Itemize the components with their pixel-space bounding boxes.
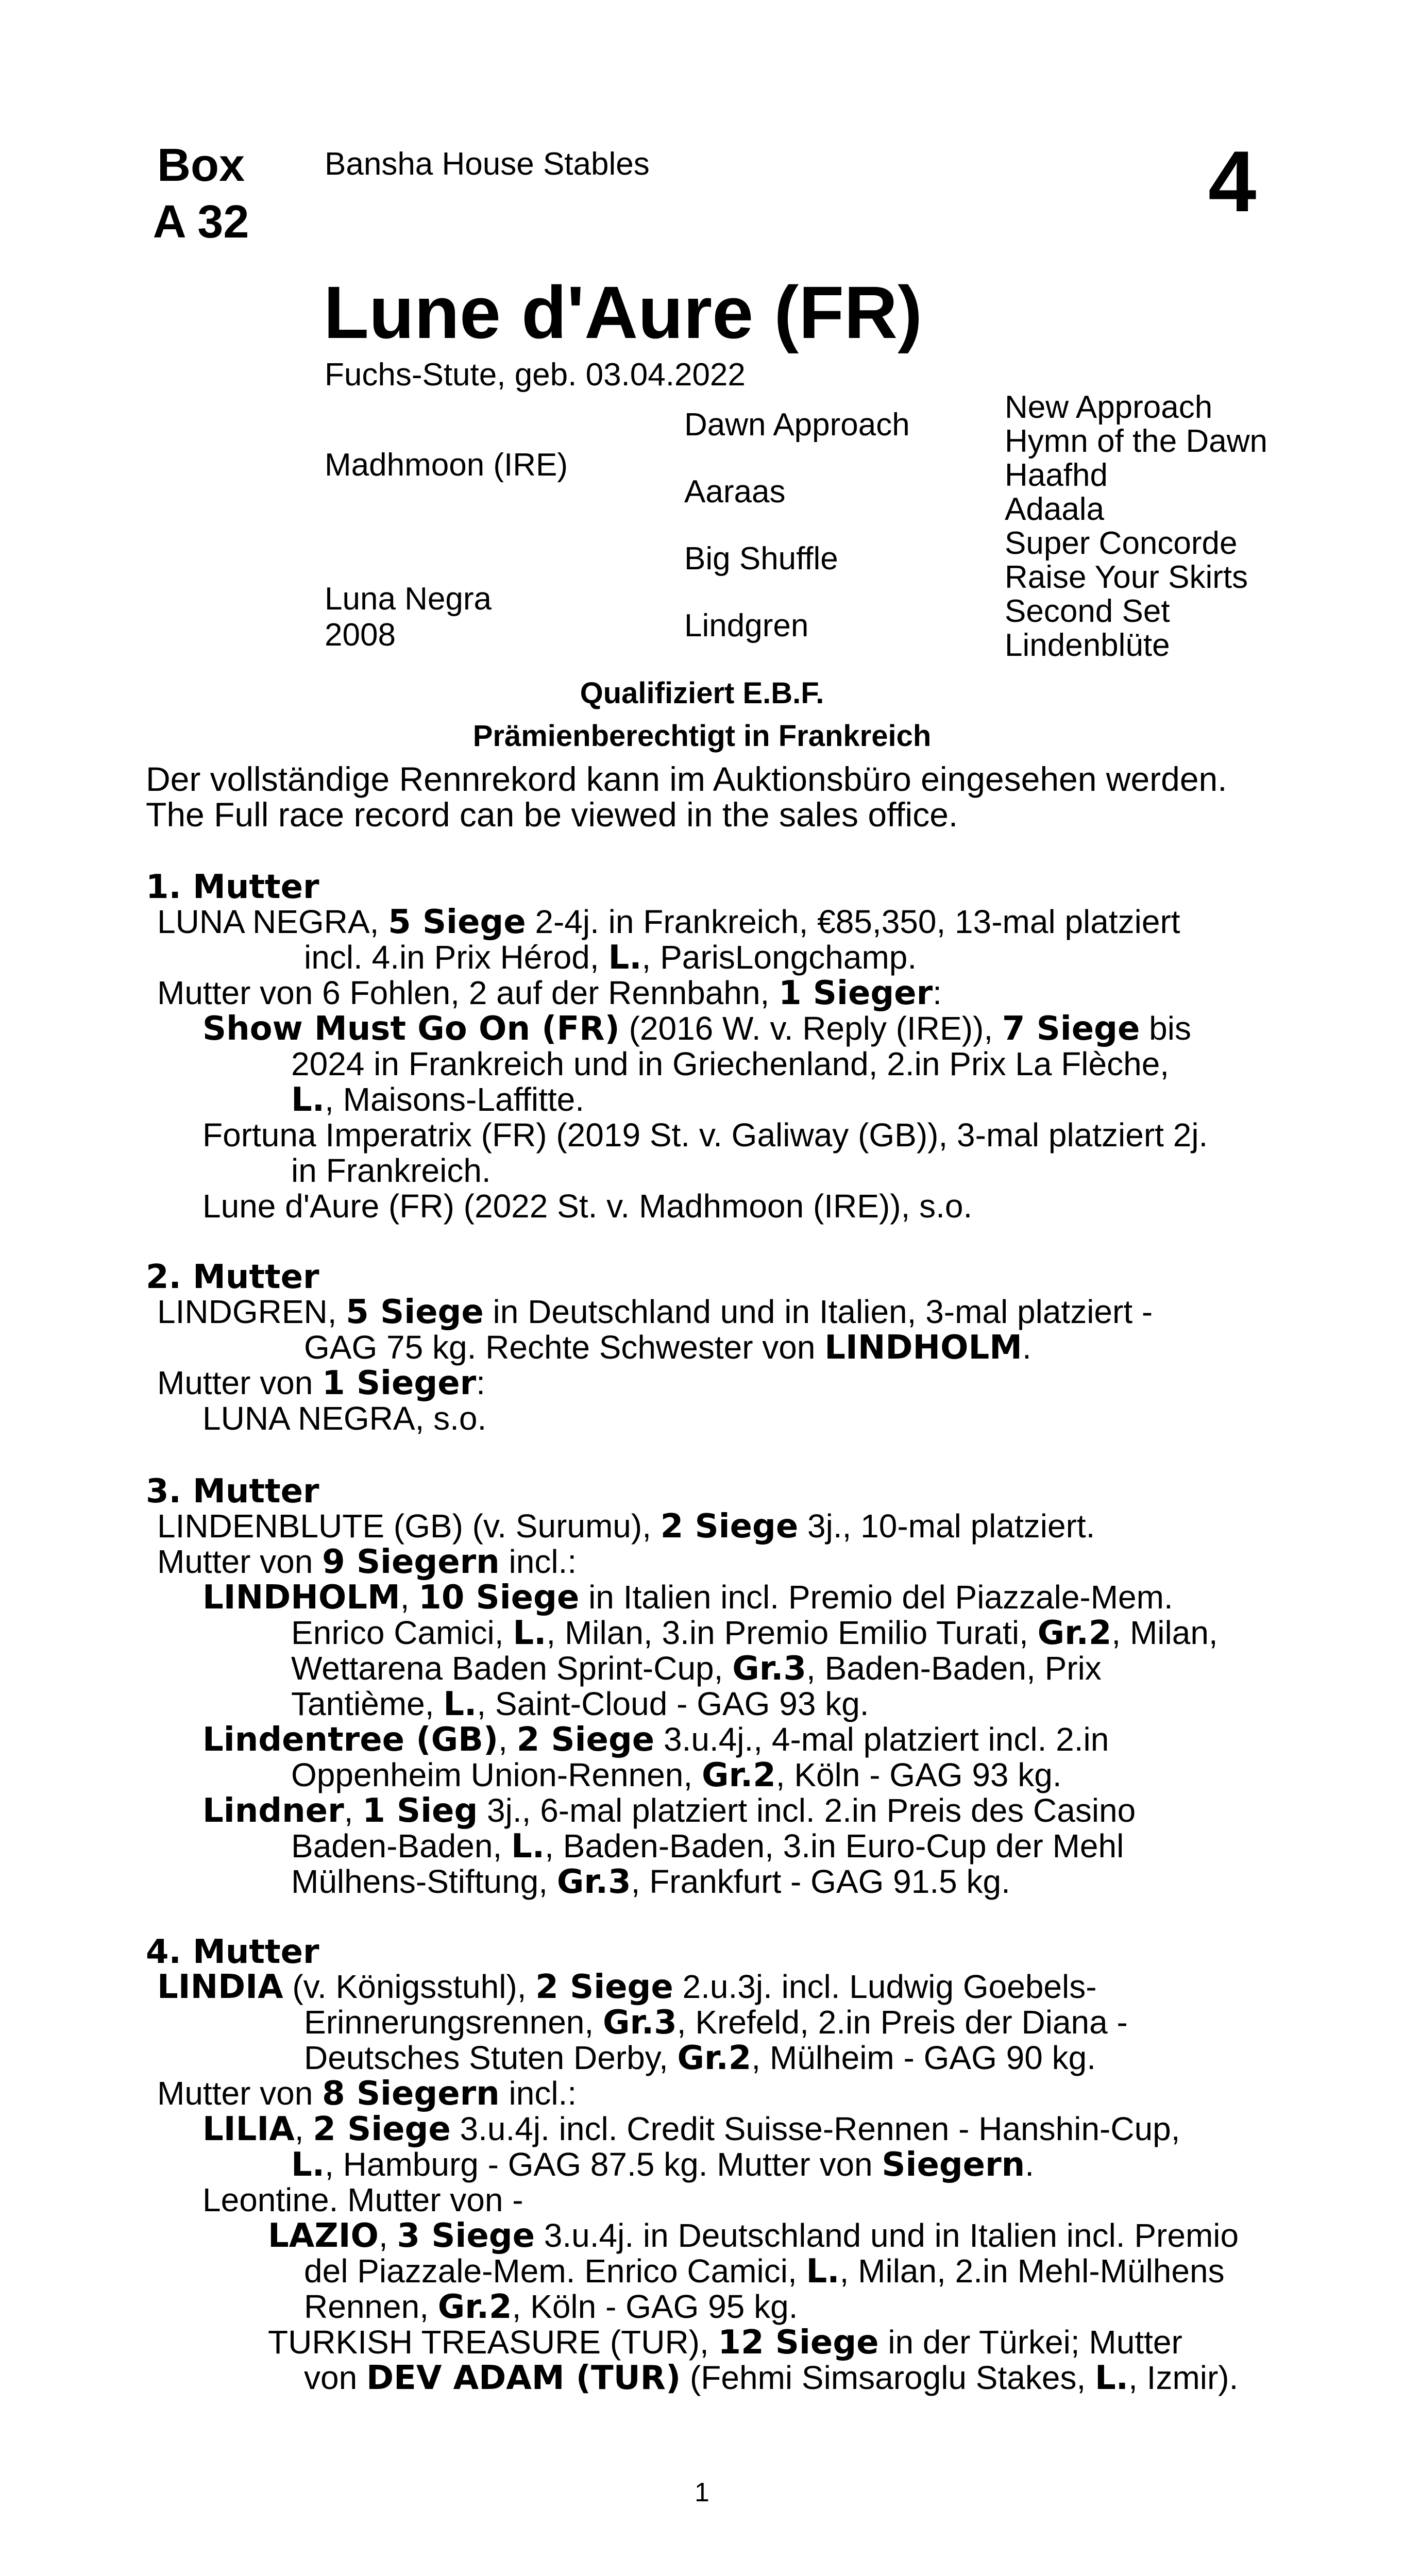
box-number: A 32 — [153, 196, 249, 248]
pedigree-line: Erinnerungsrennen, Gr.3, Krefeld, 2.in Preis der Diana - — [304, 2004, 1128, 2042]
pedigree-line: Enrico Camici, L., Milan, 3.in Premio Emilio Turati, Gr.2, Milan, — [291, 1614, 1218, 1652]
lot-number: 4 — [1208, 133, 1257, 230]
pedigree-ancestor: Super Concorde — [1005, 526, 1238, 561]
pedigree-line: LINDIA (v. Königsstuhl), 2 Siege 2.u.3j. incl. Ludwig Goebels- — [157, 1968, 1097, 2006]
premium-note: Prämienberechtigt in Frankreich — [472, 719, 932, 753]
pedigree-line: Mutter von 1 Sieger: — [157, 1364, 485, 1402]
section-heading: 4. Mutter — [146, 1933, 319, 1971]
pedigree-line: Mutter von 8 Siegern incl.: — [157, 2075, 577, 2113]
pedigree-line: LINDHOLM, 10 Siege in Italien incl. Premio del Piazzale-Mem. — [202, 1579, 1173, 1617]
pedigree-ancestor: Adaala — [1005, 492, 1105, 527]
pedigree-sire-sire: Dawn Approach — [684, 407, 910, 443]
pedigree-third-generation — [1005, 391, 1267, 663]
pedigree-dam-dam: Lindgren — [684, 608, 809, 643]
pedigree-line: LUNA NEGRA, 5 Siege 2-4j. in Frankreich, €85,350, 13-mal platziert — [157, 903, 1180, 941]
pedigree-line: LAZIO, 3 Siege 3.u.4j. in Deutschland und in Italien incl. Premio — [268, 2217, 1239, 2255]
box-label: Box — [157, 140, 245, 191]
pedigree-line: Leontine. Mutter von - — [202, 2181, 523, 2218]
horse-description: Fuchs-Stute, geb. 03.04.2022 — [325, 357, 746, 393]
pedigree-line: GAG 75 kg. Rechte Schwester von LINDHOLM. — [304, 1329, 1031, 1367]
pedigree-line: LILIA, 2 Siege 3.u.4j. incl. Credit Suisse-Rennen - Hanshin-Cup, — [202, 2110, 1180, 2148]
pedigree-ancestor: Second Set — [1005, 594, 1170, 629]
pedigree-ancestor: Haafhd — [1005, 457, 1108, 493]
pedigree-line: Baden-Baden, L., Baden-Baden, 3.in Euro-Cup der Mehl — [291, 1827, 1124, 1866]
pedigree-line: 2024 in Frankreich und in Griechenland, 2.in Prix La Flèche, — [291, 1045, 1170, 1082]
section-heading: 1. Mutter — [146, 868, 319, 906]
page-number: 1 — [695, 2478, 709, 2507]
pedigree-line: Rennen, Gr.2, Köln - GAG 95 kg. — [304, 2288, 798, 2326]
pedigree-line: incl. 4.in Prix Hérod, L., ParisLongchamp. — [304, 939, 917, 977]
pedigree-line: Mutter von 9 Siegern incl.: — [157, 1543, 577, 1581]
pedigree-ancestor: New Approach — [1005, 389, 1213, 425]
pedigree-line: Tantième, L., Saint-Cloud - GAG 93 kg. — [291, 1685, 869, 1723]
pedigree-line: Lindentree (GB), 2 Siege 3.u.4j., 4-mal platziert incl. 2.in — [202, 1721, 1109, 1759]
pedigree-ancestor: Lindenblüte — [1005, 628, 1170, 663]
pedigree-line: Mülhens-Stiftung, Gr.3, Frankfurt - GAG 91.5 kg. — [291, 1863, 1010, 1901]
pedigree-line: LUNA NEGRA, s.o. — [202, 1400, 487, 1437]
pedigree-ancestor: Raise Your Skirts — [1005, 560, 1248, 595]
pedigree-line: Show Must Go On (FR) (2016 W. v. Reply (IRE)), 7 Siege bis — [202, 1010, 1191, 1048]
race-record-note-en: The Full race record can be viewed in the sales office. — [146, 795, 958, 834]
pedigree-line: L., Maisons-Laffitte. — [291, 1081, 585, 1119]
section-heading: 2. Mutter — [146, 1258, 319, 1296]
pedigree-line: L., Hamburg - GAG 87.5 kg. Mutter von Siegern. — [291, 2146, 1034, 2184]
pedigree-sire-dam: Aaraas — [684, 474, 786, 510]
pedigree-line: Deutsches Stuten Derby, Gr.2, Mülheim - GAG 90 kg. — [304, 2039, 1096, 2077]
pedigree-dam-sire: Big Shuffle — [684, 541, 838, 577]
pedigree-dam-year: 2008 — [325, 617, 396, 653]
pedigree-line: Lindner, 1 Sieg 3j., 6-mal platziert incl. 2.in Preis des Casino — [202, 1792, 1136, 1830]
pedigree-line: del Piazzale-Mem. Enrico Camici, L., Milan, 2.in Mehl-Mülhens — [304, 2252, 1225, 2291]
race-record-note-de: Der vollständige Rennrekord kann im Auktionsbüro eingesehen werden. — [146, 760, 1227, 798]
pedigree-line: Wettarena Baden Sprint-Cup, Gr.3, Baden-Baden, Prix — [291, 1650, 1102, 1688]
section-heading: 3. Mutter — [146, 1472, 319, 1511]
pedigree-line: Oppenheim Union-Rennen, Gr.2, Köln - GAG 93 kg. — [291, 1756, 1062, 1794]
horse-name: Lune d'Aure (FR) — [324, 271, 923, 354]
pedigree-line: Mutter von 6 Fohlen, 2 auf der Rennbahn, 1 Sieger: — [157, 974, 942, 1012]
pedigree-sire: Madhmoon (IRE) — [325, 447, 568, 483]
pedigree-line: TURKISH TREASURE (TUR), 12 Siege in der Türkei; Mutter — [268, 2324, 1182, 2362]
pedigree-line: LINDENBLUTE (GB) (v. Surumu), 2 Siege 3j., 10-mal platziert. — [157, 1507, 1095, 1546]
pedigree-dam: Luna Negra — [325, 581, 492, 617]
qualification-note: Qualifiziert E.B.F. — [580, 676, 824, 710]
pedigree-line: Lune d'Aure (FR) (2022 St. v. Madhmoon (IRE)), s.o. — [202, 1188, 973, 1225]
pedigree-ancestor: Hymn of the Dawn — [1005, 423, 1267, 459]
pedigree-line: von DEV ADAM (TUR) (Fehmi Simsaroglu Stakes, L., Izmir). — [304, 2359, 1239, 2397]
pedigree-line: Fortuna Imperatrix (FR) (2019 St. v. Galiway (GB)), 3-mal platziert 2j. — [202, 1116, 1208, 1154]
consignor: Bansha House Stables — [325, 146, 650, 182]
pedigree-line: in Frankreich. — [291, 1152, 491, 1189]
pedigree-line: LINDGREN, 5 Siege in Deutschland und in Italien, 3-mal platziert - — [157, 1293, 1153, 1331]
